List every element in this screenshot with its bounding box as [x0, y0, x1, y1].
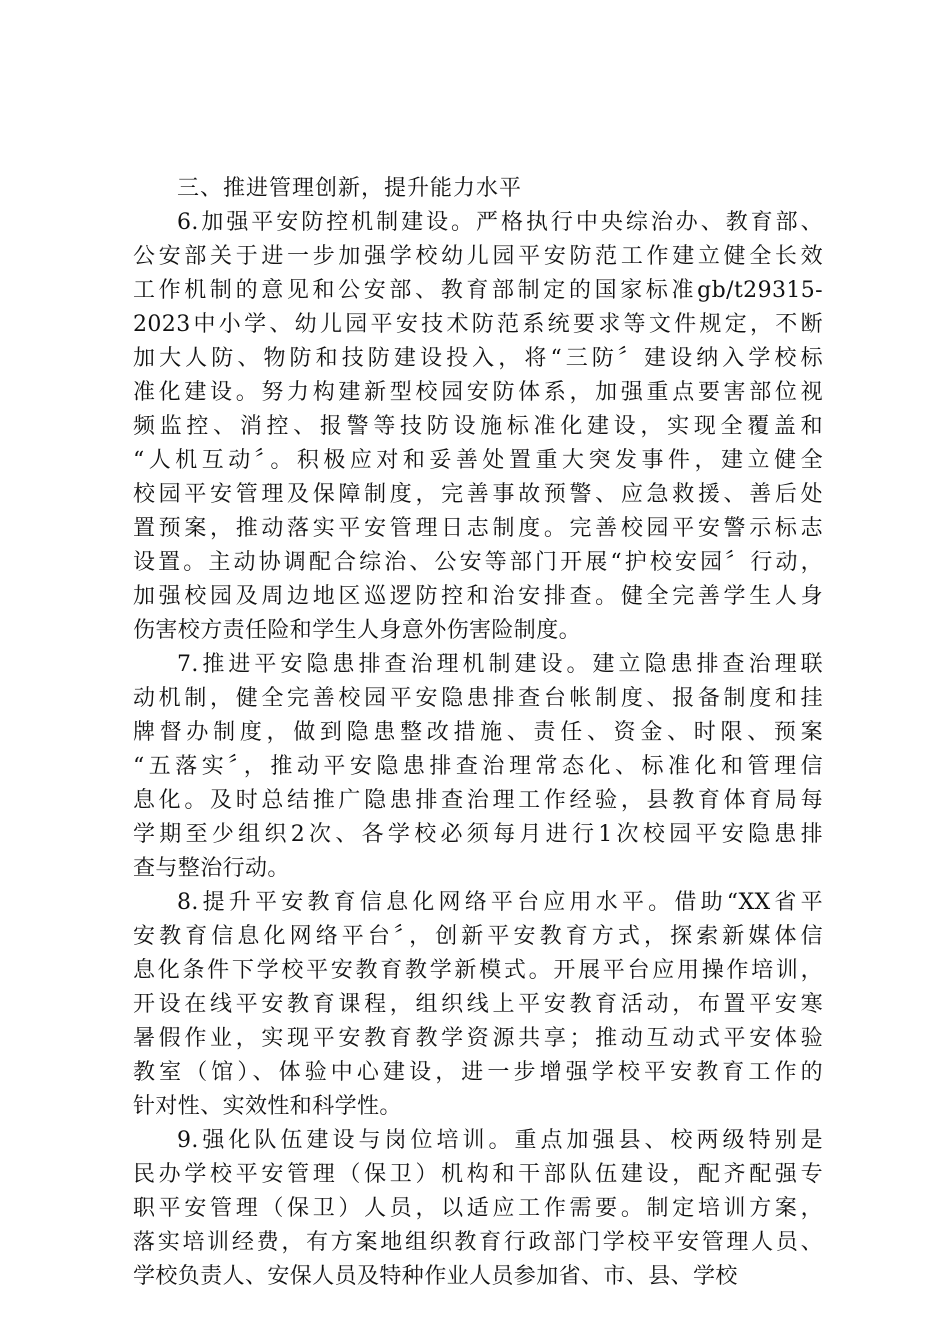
text-line: 开设在线平安教育课程，组织线上平安教育活动，布置平安寒 [133, 992, 823, 1017]
text-line: 9.强化队伍建设与岗位培训。重点加强县、校两级特别是 [177, 1128, 823, 1153]
text-line: 频监控、消控、报警等技防设施标准化建设，实现全覆盖和 [133, 414, 823, 439]
paragraph-list [133, 206, 823, 1294]
paragraph-9 [133, 1124, 823, 1294]
text-line: 加大人防、物防和技防建设投入，将“三防〞建设纳入学校标 [133, 346, 823, 371]
text-line: 安教育信息化网络平台〞，创新平安教育方式，探索新媒体信 [133, 924, 823, 949]
text-line: 教室（馆）、体验中心建设，进一步增强学校平安教育工作的 [133, 1060, 823, 1085]
text-line: 7.推进平安隐患排查治理机制建设。建立隐患排查治理联 [177, 652, 823, 677]
document-body [133, 172, 823, 1294]
text-line: 校园平安管理及保障制度，完善事故预警、应急救援、善后处 [133, 482, 823, 507]
paragraph-7 [133, 648, 823, 886]
text-line: 职平安管理（保卫）人员，以适应工作需要。制定培训方案， [133, 1196, 823, 1221]
text-line: 牌督办制度，做到隐患整改措施、责任、资金、时限、预案 [133, 720, 823, 745]
text-line: 伤害校方责任险和学生人身意外伤害险制度。 [133, 618, 582, 643]
text-line: 设置。主动协调配合综治、公安等部门开展“护校安园〞行动， [133, 550, 823, 575]
text-line: 学校负责人、安保人员及特种作业人员参加省、市、县、学校 [133, 1264, 738, 1289]
text-line: 准化建设。努力构建新型校园安防体系，加强重点要害部位视 [133, 380, 823, 405]
paragraph-8 [133, 886, 823, 1124]
text-line: 息化。及时总结推广隐患排查治理工作经验，县教育体育局每 [133, 788, 823, 813]
text-line: 2023中小学、幼儿园平安技术防范系统要求等文件规定，不断 [133, 312, 823, 337]
text-line: 置预案，推动落实平安管理日志制度。完善校园平安警示标志 [133, 516, 823, 541]
text-line: 暑假作业，实现平安教育教学资源共享；推动互动式平安体验 [133, 1026, 823, 1051]
text-line: 民办学校平安管理（保卫）机构和干部队伍建设，配齐配强专 [133, 1162, 823, 1187]
text-line: 公安部关于进一步加强学校幼儿园平安防范工作建立健全长效 [133, 244, 823, 269]
text-line: 息化条件下学校平安教育教学新模式。开展平台应用操作培训， [133, 958, 823, 983]
text-line: 加强校园及周边地区巡逻防控和治安排查。健全完善学生人身 [133, 584, 823, 609]
text-line: 查与整治行动。 [133, 856, 290, 881]
section-heading: 三、推进管理创新，提升能力水平 [177, 176, 523, 201]
text-line: 落实培训经费，有方案地组织教育行政部门学校平安管理人员、 [133, 1230, 823, 1255]
text-line: 6.加强平安防控机制建设。严格执行中央综治办、教育部、 [177, 210, 823, 235]
text-line: 动机制，健全完善校园平安隐患排查台帐制度、报备制度和挂 [133, 686, 823, 711]
text-line: 8.提升平安教育信息化网络平台应用水平。借助“XX省平 [177, 890, 823, 915]
paragraph-6 [133, 206, 823, 648]
text-line: 学期至少组织2次、各学校必须每月进行1次校园平安隐患排 [133, 822, 823, 847]
text-line: 工作机制的意见和公安部、教育部制定的国家标准gb/t29315- [133, 278, 823, 303]
text-line: “人机互动〞。积极应对和妥善处置重大突发事件，建立健全 [133, 448, 823, 473]
text-line: “五落实〞，推动平安隐患排查治理常态化、标准化和管理信 [133, 754, 823, 779]
text-line: 针对性、实效性和科学性。 [133, 1094, 402, 1119]
